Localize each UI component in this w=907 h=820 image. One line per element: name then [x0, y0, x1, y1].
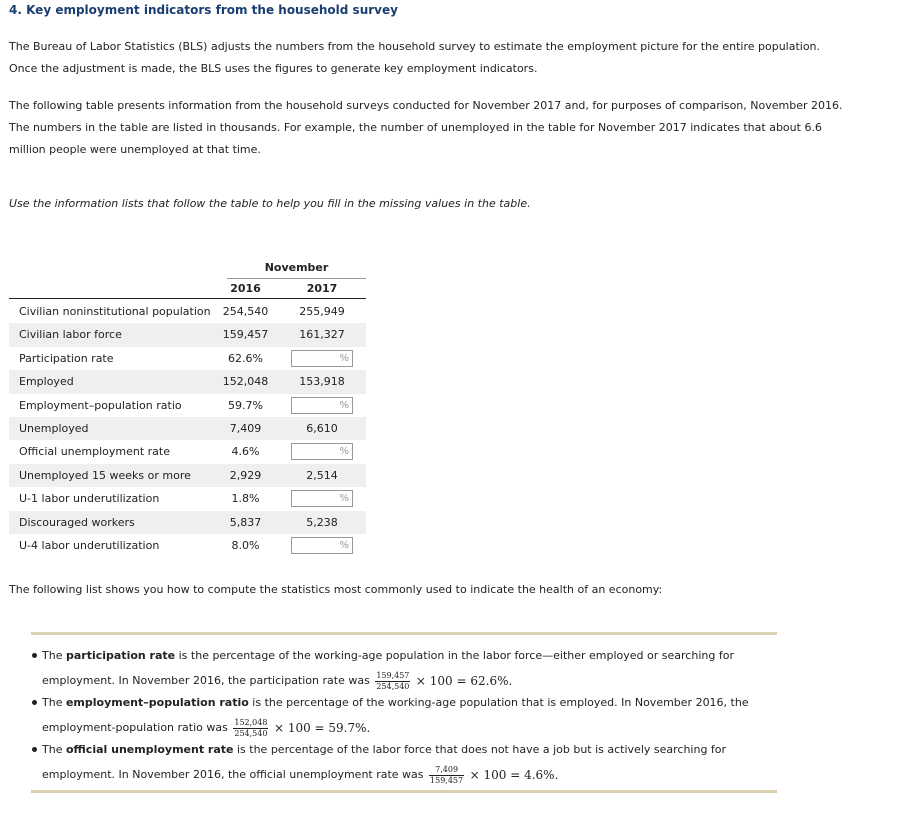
definition-line-1: The participation rate is the percentage of the working-age population in the labor force—either employed or searching for [42, 649, 734, 662]
row-label: Official unemployment rate [19, 445, 171, 459]
value-2016: 7,409 [229, 421, 262, 435]
value-2017: 255,949 [299, 305, 345, 318]
table-row [9, 440, 366, 463]
table-row [9, 370, 366, 393]
definitions-box [31, 632, 777, 793]
value-2016: 4.6% [231, 445, 260, 459]
percent-sign: % [339, 399, 349, 411]
value-2016: 152,048 [222, 375, 269, 389]
value-2016: 2,929 [229, 468, 262, 482]
value-2017: 6,610 [306, 421, 338, 435]
answer-input-box[interactable] [291, 443, 353, 460]
row-label: Civilian labor force [19, 328, 122, 342]
definition-line-2: employment-population ratio was $\frac{152,048}{254,540}$ × 100 = 59.7%. [42, 717, 371, 738]
row-label: Employment–population ratio [19, 398, 182, 412]
row-label: Unemployed [19, 421, 89, 435]
table-intro-paragraph [9, 95, 869, 161]
value-2017: 5,238 [306, 515, 338, 529]
intro-line-2: Once the adjustment is made, the BLS uses the figures to generate key employment indicators. [9, 62, 538, 75]
table-row [9, 394, 366, 417]
table-row [9, 534, 366, 557]
header-divider [9, 298, 366, 299]
bullet-icon [32, 700, 37, 705]
instruction-text: Use the information lists that follow the table to help you fill in the missing values in the table. [9, 197, 531, 210]
table-row [9, 347, 366, 370]
value-2016: 59.7% [228, 398, 263, 412]
value-2016: 159,457 [222, 328, 269, 342]
value-2016: 1.8% [231, 492, 260, 506]
percent-sign: % [339, 493, 349, 505]
row-label: Discouraged workers [19, 515, 135, 529]
value-2017: 153,918 [299, 375, 345, 389]
fraction: $\frac{159,457}{254,540}$ [376, 670, 410, 691]
intro-line-1: The Bureau of Labor Statistics (BLS) adjusts the numbers from the household survey to estimate the employment picture for the entire population. [9, 40, 821, 53]
definition-line-1: The employment–population ratio is the percentage of the working-age population that is employed. In November 2016, the [42, 696, 749, 709]
definition-line-2: employment. In November 2016, the participation rate was $\frac{159,457}{254,540}$ × 100 = 62.6%. [42, 670, 513, 691]
answer-input-box[interactable] [291, 397, 353, 414]
percent-sign: % [339, 352, 349, 364]
fraction: $\frac{152,048}{254,540}$ [234, 717, 268, 738]
list-intro-text: The following list shows you how to compute the statistics most commonly used to indicate the health of an economy: [9, 583, 663, 596]
value-2017: 2,514 [306, 468, 338, 482]
definition-line-2: employment. In November 2016, the official unemployment rate was $\frac{7,409}{159,457}$ × 100 = 4.6%. [42, 764, 559, 785]
table-row [9, 323, 366, 346]
table-row [9, 300, 366, 323]
table-body [9, 300, 366, 557]
section-title: 4. Key employment indicators from the household survey [9, 3, 398, 17]
row-label: Participation rate [19, 351, 114, 365]
month-header: November [227, 258, 366, 279]
intro-paragraph [9, 36, 869, 80]
definition-line-1: The official unemployment rate is the percentage of the labor force that does not have a job but is actively searching for [42, 743, 727, 756]
row-label: Civilian noninstitutional population [19, 305, 211, 318]
answer-input[interactable] [292, 492, 342, 505]
value-2017: 161,327 [299, 328, 345, 342]
table-intro-line-3: million people were unemployed at that time. [9, 143, 261, 156]
answer-input[interactable] [292, 352, 342, 365]
answer-input-box[interactable] [291, 537, 353, 554]
year-2017-header: 2017 [306, 282, 338, 295]
value-2016: 254,540 [222, 305, 269, 318]
answer-input[interactable] [292, 445, 342, 458]
row-label: U-4 labor underutilization [19, 538, 160, 552]
percent-sign: % [339, 539, 349, 551]
year-2016-header: 2016 [230, 282, 261, 295]
answer-input[interactable] [292, 539, 342, 552]
table-intro-line-2: The numbers in the table are listed in thousands. For example, the number of unemployed in the table for November 2017 indicates that about 6.6 [9, 121, 822, 134]
definition-term: employment–population ratio [65, 696, 249, 709]
answer-input[interactable] [292, 399, 342, 412]
answer-input-box[interactable] [291, 350, 353, 367]
table-row [9, 417, 366, 440]
percent-sign: % [339, 446, 349, 458]
row-label: Employed [19, 375, 74, 389]
row-label: Unemployed 15 weeks or more [19, 468, 191, 482]
value-2016: 5,837 [229, 515, 262, 529]
definition-term: participation rate [65, 649, 176, 662]
table-intro-line-1: The following table presents information from the household surveys conducted for November 2017 and, for purposes of comparison, November 2016. [9, 99, 843, 112]
row-label: U-1 labor underutilization [19, 492, 160, 506]
value-2016: 8.0% [231, 538, 260, 552]
fraction: $\frac{7,409}{159,457}$ [430, 764, 464, 785]
bullet-icon [32, 653, 37, 658]
definition-term: official unemployment rate [65, 743, 234, 756]
table-row [9, 464, 366, 487]
answer-input-box[interactable] [291, 490, 353, 507]
table-row [9, 511, 366, 534]
value-2016: 62.6% [228, 351, 263, 365]
table-row [9, 487, 366, 510]
bullet-icon [32, 747, 37, 752]
